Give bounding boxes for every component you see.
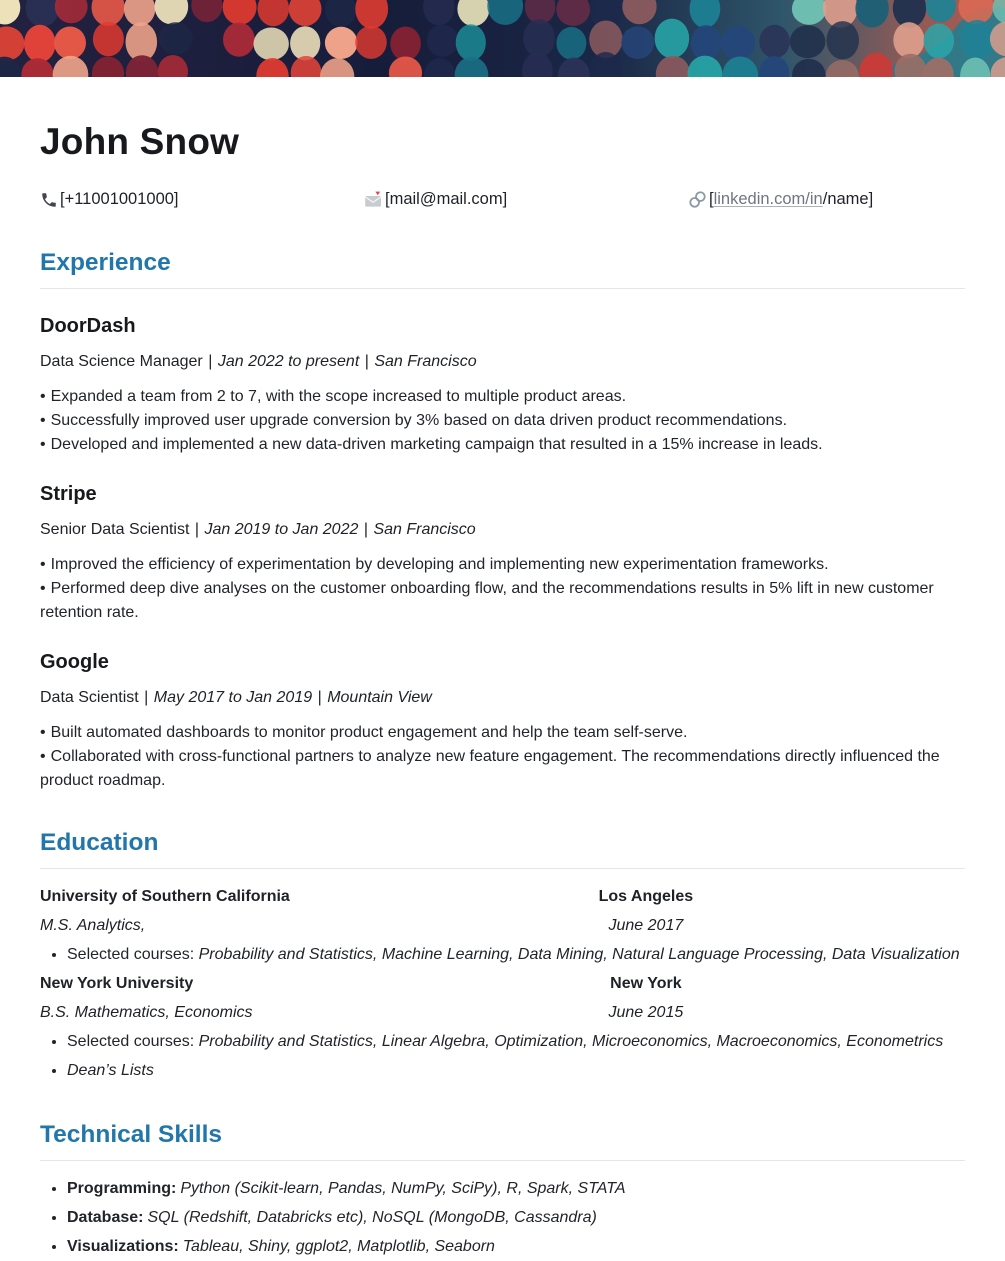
education-row	[40, 911, 965, 940]
courses-list: Probability and Statistics, Machine Learning, Data Mining, Natural Language Processing, Data Visualization	[199, 946, 960, 963]
school-city: Los Angeles	[327, 882, 965, 911]
separator: |	[363, 521, 369, 538]
separator: |	[194, 521, 200, 538]
courses-prefix: Selected courses:	[67, 946, 199, 963]
contact-row	[40, 190, 965, 209]
linkedin-link[interactable]: linkedin.com/in	[714, 190, 823, 208]
education-bullet	[67, 1056, 965, 1085]
bullet-glyph: •	[40, 388, 46, 405]
resume-content	[0, 121, 1005, 1261]
job-location: Mountain View	[327, 689, 432, 706]
school-degree: B.S. Mathematics, Economics	[40, 998, 327, 1027]
education-row	[40, 998, 965, 1027]
bullet-text: Performed deep dive analyses on the customer onboarding flow, and the recommendations results in 5% lift in new customer retention rate.	[40, 580, 934, 621]
job-bullet	[40, 745, 965, 793]
school-name: New York University	[40, 969, 327, 998]
job-location: San Francisco	[373, 521, 475, 538]
company-name: Stripe	[40, 483, 965, 506]
skill-label: Programming:	[67, 1180, 176, 1197]
skill-item	[67, 1232, 965, 1261]
separator: |	[207, 353, 213, 370]
job-bullet	[40, 433, 965, 457]
bullet-glyph: •	[40, 748, 46, 765]
job-role-line	[40, 519, 965, 541]
job-bullet	[40, 553, 965, 577]
job-bullet	[40, 385, 965, 409]
bullet-glyph: •	[40, 412, 46, 429]
bullet-text: Built automated dashboards to monitor product engagement and help the team self-serve.	[51, 724, 688, 741]
skills-list	[40, 1174, 965, 1261]
education-row	[40, 882, 965, 911]
phone-number: [+11001001000]	[60, 190, 179, 209]
job-bullets	[40, 385, 965, 457]
courses-prefix: Selected courses:	[67, 1033, 199, 1050]
education-bullet	[67, 940, 965, 969]
phone-icon	[40, 191, 58, 209]
job-bullet	[40, 577, 965, 625]
company-name: Google	[40, 651, 965, 674]
linkedin-suffix: /name]	[823, 190, 873, 208]
job-bullet	[40, 409, 965, 433]
job-dates: May 2017 to Jan 2019	[154, 689, 312, 706]
job-bullet	[40, 721, 965, 745]
skill-label: Visualizations:	[67, 1238, 179, 1255]
education-bullets	[40, 940, 965, 969]
school-date: June 2017	[327, 911, 965, 940]
linkedin-prefix: [	[709, 190, 714, 208]
job-title: Data Scientist	[40, 689, 139, 706]
job-role-line	[40, 687, 965, 709]
job-title: Data Science Manager	[40, 353, 203, 370]
section-heading-education: Education	[40, 829, 965, 869]
job-bullets	[40, 721, 965, 793]
contact-phone	[40, 190, 364, 209]
separator: |	[317, 689, 323, 706]
link-icon	[688, 190, 707, 209]
company-name: DoorDash	[40, 315, 965, 338]
job-dates: Jan 2022 to present	[218, 353, 359, 370]
school-date: June 2015	[327, 998, 965, 1027]
skill-value: SQL (Redshift, Databricks etc), NoSQL (MongoDB, Cassandra)	[147, 1209, 596, 1226]
email-icon	[364, 191, 383, 208]
education-bullets	[40, 1027, 965, 1085]
job-bullets	[40, 553, 965, 625]
section-heading-technical-skills: Technical Skills	[40, 1121, 965, 1161]
bullet-glyph: •	[40, 580, 46, 597]
bullet-text: Improved the efficiency of experimentation by developing and implementing new experimentation frameworks.	[51, 556, 829, 573]
job-dates: Jan 2019 to Jan 2022	[204, 521, 358, 538]
job-role-line	[40, 351, 965, 373]
education-row	[40, 969, 965, 998]
bullet-text: Expanded a team from 2 to 7, with the scope increased to multiple product areas.	[51, 388, 626, 405]
separator: |	[143, 689, 149, 706]
bullet-glyph: •	[40, 436, 46, 453]
separator: |	[364, 353, 370, 370]
education-bullet	[67, 1027, 965, 1056]
job-title: Senior Data Scientist	[40, 521, 189, 538]
linkedin-text	[709, 190, 873, 209]
skill-item	[67, 1174, 965, 1203]
bullet-glyph: •	[40, 724, 46, 741]
email-address: [mail@mail.com]	[385, 190, 507, 209]
page-title: John Snow	[40, 121, 965, 163]
section-heading-experience: Experience	[40, 249, 965, 289]
contact-email	[364, 190, 688, 209]
school-city: New York	[327, 969, 965, 998]
bullet-text: Developed and implemented a new data-driven marketing campaign that resulted in a 15% increase in leads.	[51, 436, 823, 453]
school-name: University of Southern California	[40, 882, 327, 911]
job-location: San Francisco	[374, 353, 476, 370]
contact-linkedin	[688, 190, 873, 209]
skill-value: Python (Scikit-learn, Pandas, NumPy, SciPy), R, Spark, STATA	[180, 1180, 625, 1197]
courses-list: Dean’s Lists	[67, 1062, 154, 1079]
skill-item	[67, 1203, 965, 1232]
header-banner-image	[0, 0, 1005, 77]
skill-value: Tableau, Shiny, ggplot2, Matplotlib, Seaborn	[183, 1238, 495, 1255]
school-degree: M.S. Analytics,	[40, 911, 327, 940]
bullet-text: Successfully improved user upgrade conversion by 3% based on data driven product recommendations.	[51, 412, 787, 429]
courses-list: Probability and Statistics, Linear Algebra, Optimization, Microeconomics, Macroeconomics, Econometrics	[199, 1033, 944, 1050]
bullet-text: Collaborated with cross-functional partners to analyze new feature engagement. The recommendations directly influenced the product roadmap.	[40, 748, 940, 789]
skill-label: Database:	[67, 1209, 143, 1226]
bullet-glyph: •	[40, 556, 46, 573]
